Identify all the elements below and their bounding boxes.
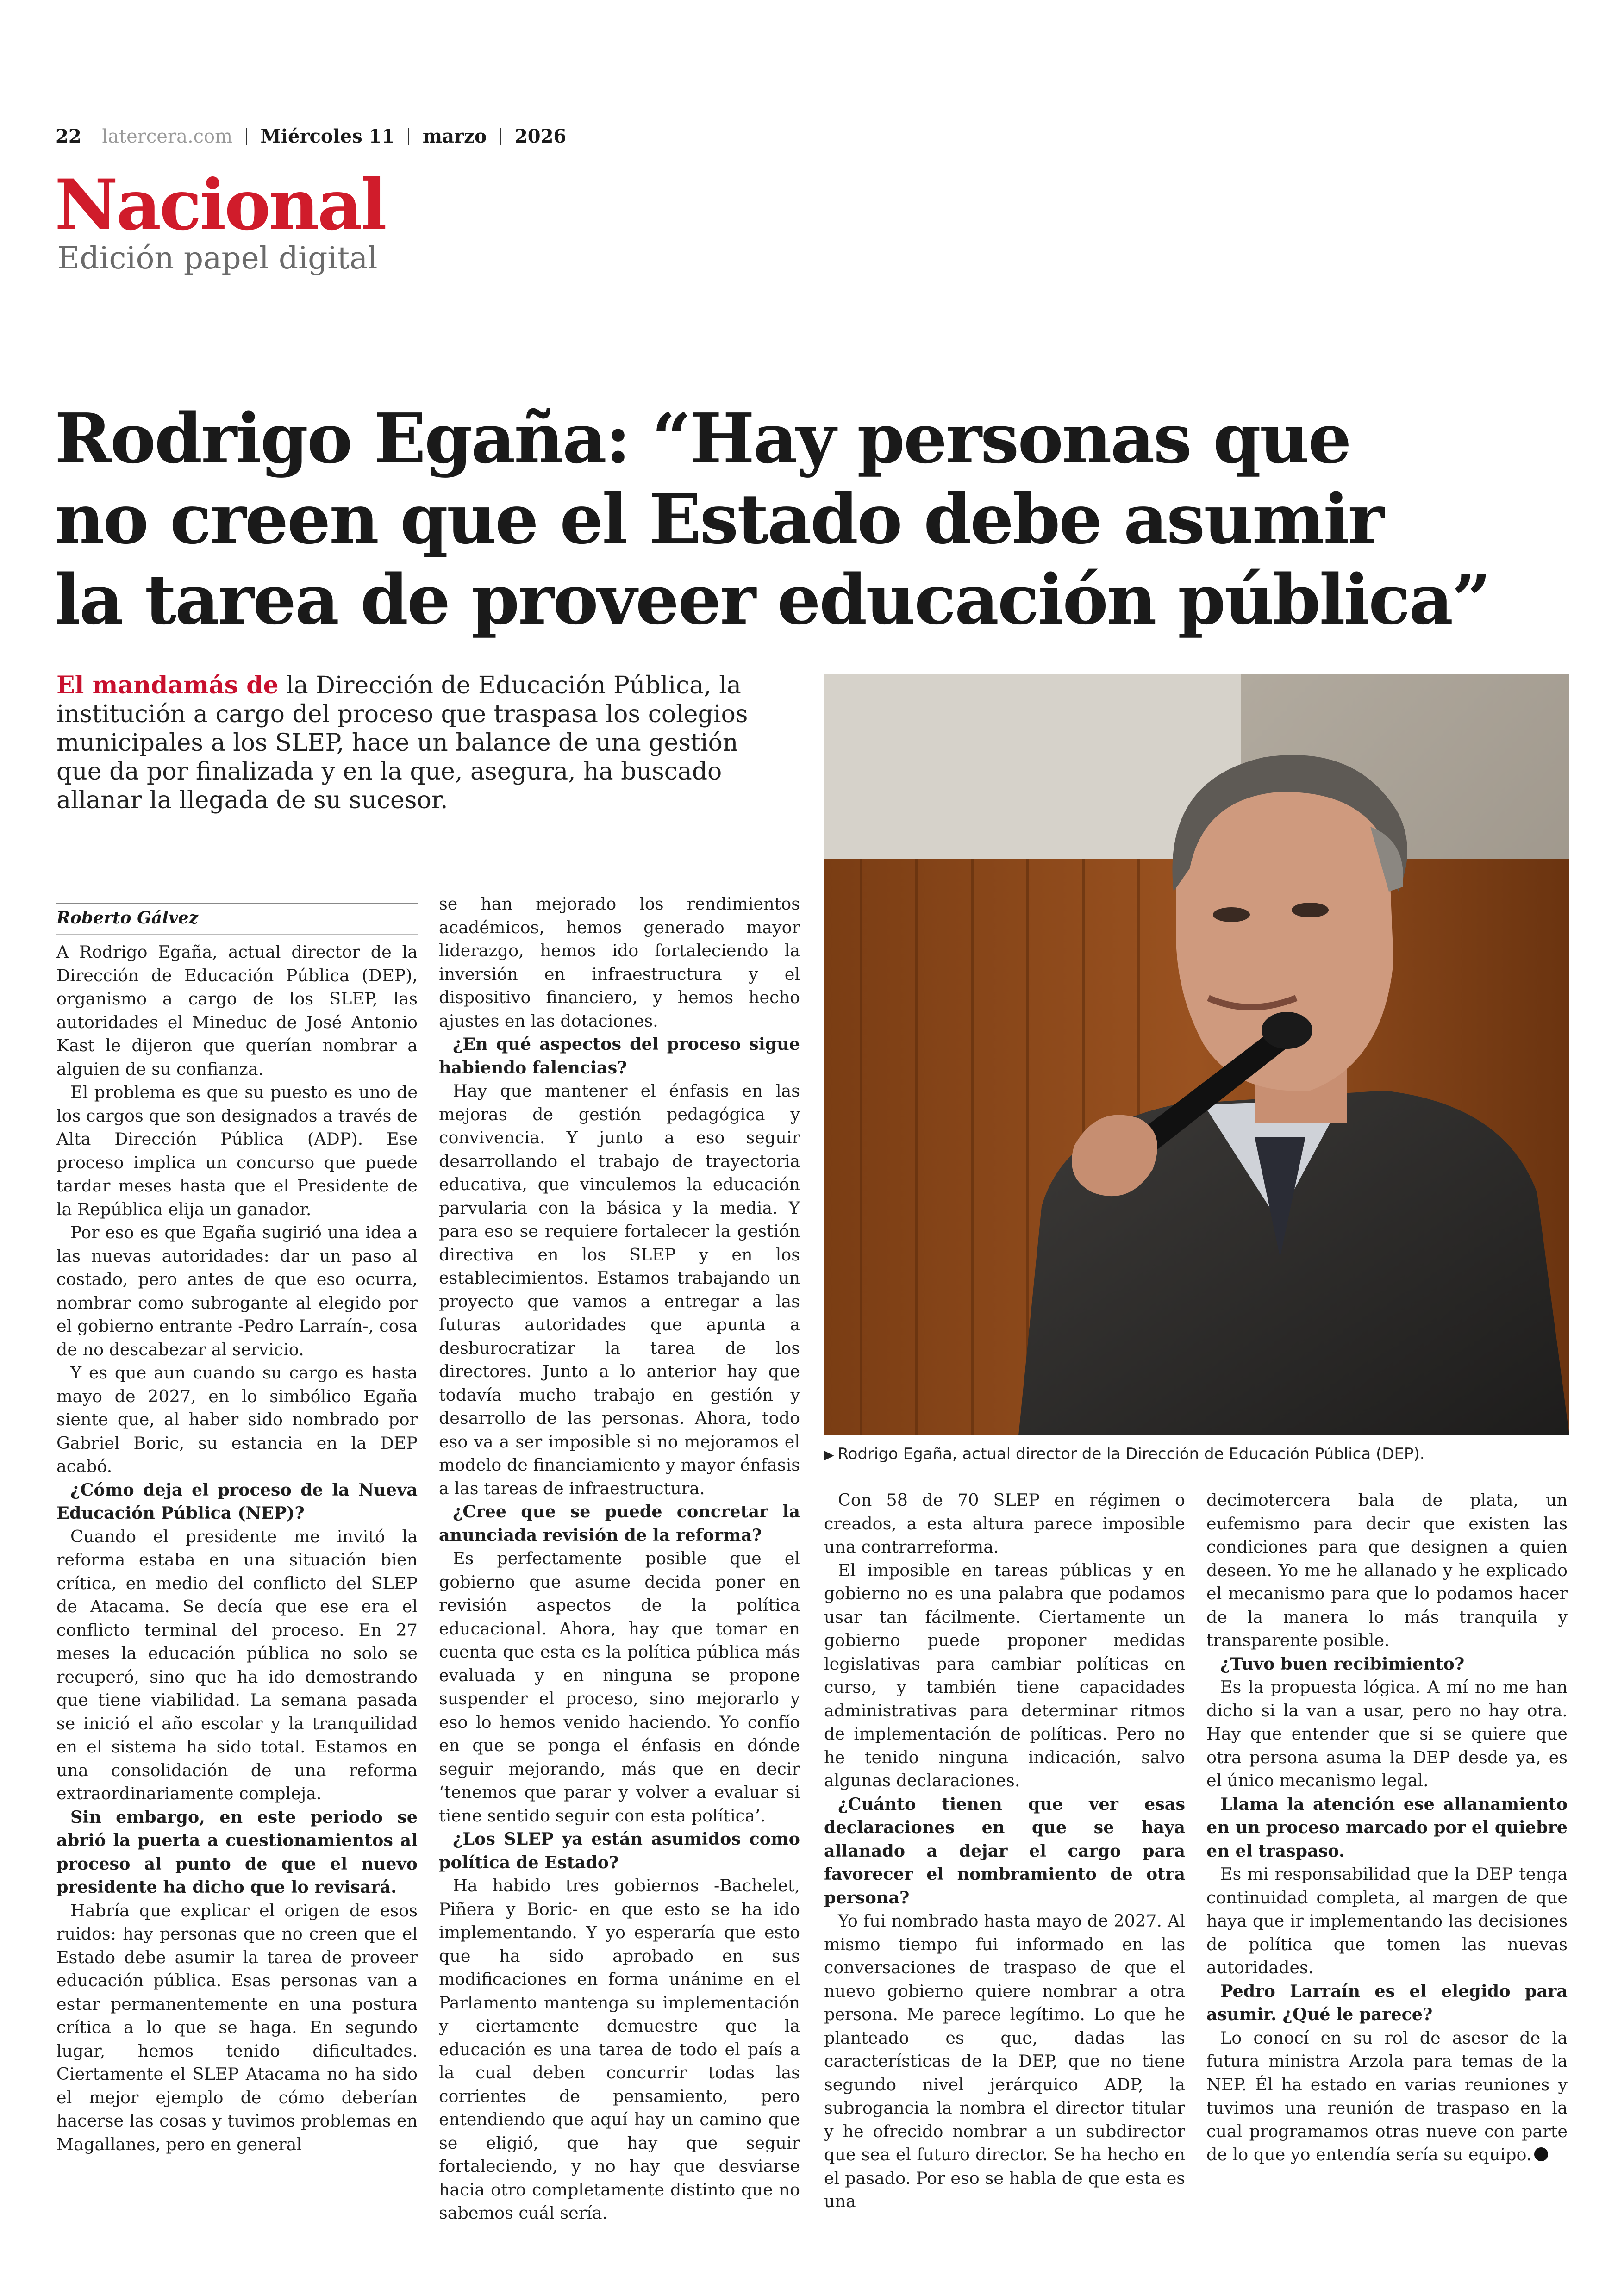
lead-kicker: El mandamás de xyxy=(56,671,279,699)
paragraph-text: decimotercera bala de plata, un eufemismo para decir que existen las condiciones para que designen a quien deseen. Yo me he allanado y he explicado el mecanismo para que lo podamos hacer de la manera lo más tranquila y transparente posible. xyxy=(1206,1490,1568,1650)
question-text: Llama la atención ese allanamiento en un proceso marcado por el quiebre en el traspaso. xyxy=(1206,1794,1568,1861)
byline-rule xyxy=(56,903,418,904)
body-paragraph xyxy=(56,1361,418,1478)
paragraph-text: Es la propuesta lógica. A mí no me han dicho si la van a usar, pero no hay otra. Hay que entender que si se quiere que otra persona asuma la DEP desde ya, es el único mecanismo legal. xyxy=(1206,1677,1568,1790)
folio-divider xyxy=(408,128,409,145)
paragraph-text: El imposible en tareas públicas y en gobierno no es una palabra que podamos usar tan fácilmente. Ciertamente un gobierno puede proponer medidas legislativas para cambiar políticas en curso, y también tiene capacidades administrativas para determinar ritmos de implementación de políticas. Pero no he tenido ninguna indicación, salvo algunas declaraciones. xyxy=(824,1560,1185,1790)
body-paragraph xyxy=(56,1221,418,1361)
article-column-1 xyxy=(56,941,418,2156)
interview-question xyxy=(1206,1980,1568,2027)
caption-arrow-icon: ▶ xyxy=(824,1447,834,1462)
paragraph-text: El problema es que su puesto es uno de los cargos que son designados a través de Alta Dirección Pública (ADP). Ese proceso implica un concurso que puede tardar meses hasta que el Presidente de la República elija un ganador. xyxy=(56,1082,418,1219)
page-folio xyxy=(56,125,566,148)
paragraph-text: se han mejorado los rendimientos académicos, hemos generado mayor liderazgo, hemos ido fortaleciendo la inversión en infraestructura y el dispositivo financiero, y hemos hecho ajustes en las dotaciones. xyxy=(439,894,800,1031)
question-text: ¿Cree que se puede concretar la anunciada revisión de la reforma? xyxy=(439,1502,800,1545)
photo-caption xyxy=(824,1443,1569,1466)
page-number: 22 xyxy=(56,125,81,147)
edition-label: Edición papel digital xyxy=(57,240,378,276)
caption-text: Rodrigo Egaña, actual director de la Dirección de Educación Pública (DEP). xyxy=(837,1445,1425,1463)
body-paragraph xyxy=(439,1874,800,2225)
article-column-4 xyxy=(1206,1489,1568,2167)
body-paragraph xyxy=(56,1899,418,2157)
question-text: ¿Tuvo buen recibimiento? xyxy=(1220,1653,1465,1674)
paragraph-text: Hay que mantener el énfasis en las mejoras de gestión pedagógica y convivencia. Y junto a eso seguir desarrollando el trabajo de trayectoria educativa, que vinculemos la educación parvularia con la básica y la media. Y para eso se requiere fortalecer la gestión directiva en los SLEP y en los establecimientos. Estamos trabajando un proyecto que vamos a entregar a las futuras autoridades que apunta a desburocratizar la tarea de los directores. Junto a lo anterior hay que todavía mucho trabajo en gestión y desarrollo de las personas. Ahora, todo eso va a ser imposible si no mejoramos el modelo de financiamiento y mayor énfasis a las tareas de infraestructura. xyxy=(439,1081,800,1498)
site-name: latercera.com xyxy=(102,126,233,147)
article-column-2 xyxy=(439,892,800,2225)
question-text: ¿Los SLEP ya están asumidos como política de Estado? xyxy=(439,1829,800,1872)
body-paragraph xyxy=(56,941,418,1081)
portrait-illustration xyxy=(824,674,1569,1435)
paragraph-text: Es perfectamente posible que el gobierno que asume decida poner en revisión aspectos de la política educacional. Ahora, hay que tomar en cuenta que esta es la política pública más evaluada y en ninguna se propone suspender el proceso, sino mejorarlo y eso lo hemos venido haciendo. Yo confío en que se ponga el énfasis en dónde seguir mejorando, más que en decir ‘tenemos que parar y volver a evaluar si tiene sentido seguir con esta política’. xyxy=(439,1548,800,1826)
body-paragraph xyxy=(1206,2027,1568,2167)
body-paragraph xyxy=(824,1559,1185,1793)
body-paragraph xyxy=(439,1079,800,1500)
interview-question xyxy=(56,1478,418,1525)
body-paragraph xyxy=(824,1909,1185,2214)
headline-line: no creen que el Estado debe asumir xyxy=(55,479,1383,559)
paragraph-text: Yo fui nombrado hasta mayo de 2027. Al mismo tiempo fui informado en las conversaciones de traspaso de que el nuevo gobierno quiere nombrar a otra persona. Me parece legítimo. Lo que he planteado es que, dadas las características de la DEP, que no tiene segundo nivel jerárquico ADP, la subrogancia la nombra el director titular y he ofrecido nombrar a un subdirector que sea el futuro director. Se ha hecho en el pasado. Por eso se habla de que esta es una xyxy=(824,1911,1185,2211)
body-paragraph xyxy=(56,1525,418,1806)
body-paragraph xyxy=(56,1081,418,1221)
article-photo xyxy=(824,674,1569,1435)
question-text: ¿En qué aspectos del proceso sigue habiendo falencias? xyxy=(439,1034,800,1078)
end-of-article-icon xyxy=(1534,2147,1548,2161)
body-paragraph xyxy=(1206,1676,1568,1793)
paragraph-text: Cuando el presidente me invitó la reforma estaba en una situación bien crítica, en medio del conflicto del SLEP de Atacama. Se decía que ese era el conflicto terminal del proceso. En 27 meses la educación pública no solo se recuperó, sino que ha ido demostrando que tiene viabilidad. La semana pasada se inició el año escolar y la tranquilidad en el sistema ha sido total. Estamos en una consolidación de una reforma extraordinariamente compleja. xyxy=(56,1526,418,1803)
paragraph-text: Y es que aun cuando su cargo es hasta mayo de 2027, en lo simbólico Egaña siente que, al haber sido nombrado por Gabriel Boric, su estancia en la DEP acabó. xyxy=(56,1363,418,1476)
folio-month: marzo xyxy=(422,125,487,147)
paragraph-text: Por eso es que Egaña sugirió una idea a las nuevas autoridades: dar un paso al costado, pero antes de que eso ocurra, nombrar como subrogante al elegido por el gobierno entrante -Pedro Larraín-, cosa de no descabezar al servicio. xyxy=(56,1222,418,1360)
body-paragraph xyxy=(439,1547,800,1827)
interview-question xyxy=(56,1806,418,1899)
question-text: Sin embargo, en este periodo se abrió la puerta a cuestionamientos al proceso al punto de que el nuevo presidente ha dicho que lo revisará. xyxy=(56,1807,418,1897)
question-text: ¿Cuánto tienen que ver esas declaraciones en que se haya allanado a dejar el cargo para favorecer el nombramiento de otra persona? xyxy=(824,1794,1185,1908)
interview-question xyxy=(439,1827,800,1874)
paragraph-text: Habría que explicar el origen de esos ruidos: hay personas que no creen que el Estado debe asumir la tarea de proveer educación pública. Esas personas van a estar permanentemente en una postura crítica a lo que se haga. En segundo lugar, hemos tenido dificultades. Ciertamente el SLEP Atacama no ha sido el mejor ejemplo de cómo deberían hacerse las cosas y tuvimos problemas en Magallanes, pero en general xyxy=(56,1900,418,2154)
question-text: Pedro Larraín es el elegido para asumir. ¿Qué le parece? xyxy=(1206,1981,1568,2024)
folio-divider xyxy=(246,128,247,145)
paragraph-text: A Rodrigo Egaña, actual director de la Dirección de Educación Pública (DEP), organismo a cargo de los SLEP, las autoridades el Mineduc de José Antonio Kast le dijeron que querían nombrar a alguien de su confianza. xyxy=(56,942,418,1079)
byline-rule xyxy=(56,934,418,935)
paragraph-text: Es mi responsabilidad que la DEP tenga continuidad completa, al margen de que haya que ir implementando las decisiones de política que tomen las nuevas autoridades. xyxy=(1206,1864,1568,1977)
interview-question xyxy=(1206,1793,1568,1863)
body-paragraph xyxy=(824,1489,1185,1559)
folio-divider xyxy=(500,128,501,145)
section-title: Nacional xyxy=(55,164,385,246)
folio-day: Miércoles 11 xyxy=(260,125,395,147)
byline: Roberto Gálvez xyxy=(56,908,199,928)
body-paragraph xyxy=(439,892,800,1033)
interview-question xyxy=(1206,1653,1568,1676)
interview-question xyxy=(439,1500,800,1547)
article-column-3 xyxy=(824,1489,1185,2214)
body-paragraph xyxy=(1206,1863,1568,1980)
headline-line: la tarea de proveer educación pública” xyxy=(55,559,1490,640)
paragraph-text: Con 58 de 70 SLEP en régimen o creados, a esta altura parece imposible una contrarreforma. xyxy=(824,1490,1185,1557)
paragraph-text: Lo conocí en su rol de asesor de la futura ministra Arzola para temas de la NEP. Él ha estado en varias reuniones y tuvimos una reunión de traspaso en la cual programamos otras nueve con parte de lo que yo entendía sería su equipo. xyxy=(1206,2027,1568,2164)
lead-text: la Dirección de Educación Pública, la institución a cargo del proceso que traspasa los colegios municipales a los SLEP, hace un balance de una gestión que da por finalizada y en la que, asegura, ha buscado allanar la llegada de su sucesor. xyxy=(56,672,748,814)
headline-line: Rodrigo Egaña: “Hay personas que xyxy=(55,398,1350,479)
body-paragraph xyxy=(1206,1489,1568,1653)
article-headline xyxy=(55,398,1564,640)
folio-year: 2026 xyxy=(514,125,567,147)
paragraph-text: Ha habido tres gobiernos -Bachelet, Piñera y Boric- en que esto se ha ido implementando. Y yo esperaría que esto que ha sido aprobado en sus modificaciones en forma unánime en el Parlamento mantenga su implementación y ciertamente demuestre que la educación es una tarea de todo el país a la cual deben concurrir todas las corrientes de pensamiento, pero entendiendo que aquí hay un camino que se eligió, que hay que seguir fortaleciendo, y no hay que desviarse hacia otro completamente distinto que no sabemos cuál sería. xyxy=(439,1876,800,2223)
interview-question xyxy=(439,1033,800,1079)
article-lead xyxy=(56,671,779,815)
interview-question xyxy=(824,1793,1185,1910)
question-text: ¿Cómo deja el proceso de la Nueva Educación Pública (NEP)? xyxy=(56,1479,418,1523)
